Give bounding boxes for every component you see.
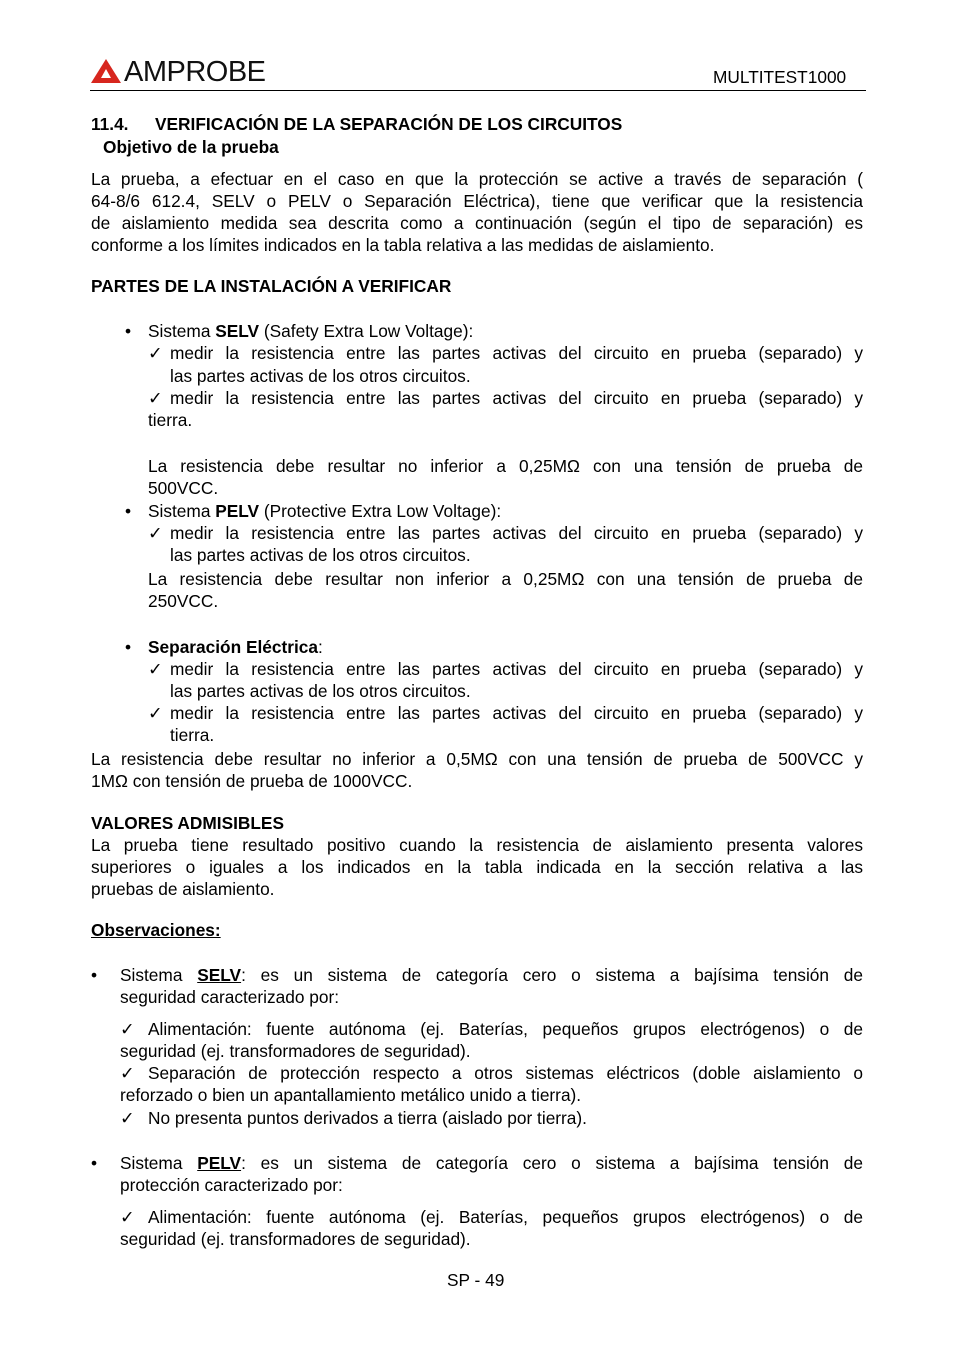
obs-selv-item-line: reforzado o bien un apantallamiento metálico unido a tierra).: [120, 1085, 582, 1105]
intro-line: 64-8/6 612.4, SELV o PELV o Separación Eléctrica), tiene que verificar que la resistencia: [91, 191, 863, 211]
values-line: pruebas de aislamiento.: [91, 879, 275, 899]
brand-logo-text: AMPROBE: [124, 56, 266, 88]
check-icon: ✓: [148, 659, 163, 679]
obs-selv-item-line: Separación de protección respecto a otros sistemas eléctricos (doble aislamiento o: [148, 1063, 863, 1083]
observations-heading: Observaciones:: [91, 920, 221, 940]
pelv-item: [148, 500, 501, 522]
intro-line: conforme a los límites indicados en la tabla relativa a las medidas de aislamiento.: [91, 235, 715, 255]
model-name: MULTITEST1000: [713, 67, 847, 87]
check-icon: ✓: [148, 343, 163, 363]
selv-item: [148, 320, 473, 342]
separation-check-line: medir la resistencia entre las partes activas del circuito en prueba (separado) y: [170, 659, 863, 679]
obs-selv-term: SELV: [197, 965, 242, 985]
separation-check-line: las partes activas de los otros circuitos.: [170, 681, 471, 701]
section-number: 11.4.: [91, 114, 129, 134]
obs-pelv-item-line: seguridad (ej. transformadores de seguridad).: [120, 1229, 471, 1249]
pelv-prefix: Sistema: [148, 501, 216, 521]
separation-note-line: 1MΩ con tensión de prueba de 1000VCC.: [91, 771, 413, 791]
separation-term: Separación Eléctrica: [148, 637, 319, 657]
selv-term: SELV: [215, 321, 260, 341]
section-title: VERIFICACIÓN DE LA SEPARACIÓN DE LOS CIRCUITOS: [155, 114, 623, 134]
selv-suffix: (Safety Extra Low Voltage):: [259, 321, 474, 341]
check-icon: ✓: [120, 1063, 135, 1083]
values-line: superiores o iguales a los indicados en la tabla indicada en la sección relativa a las: [91, 857, 863, 877]
separation-suffix: :: [318, 637, 323, 657]
parts-heading: PARTES DE LA INSTALACIÓN A VERIFICAR: [91, 276, 452, 296]
obs-pelv-line2: protección caracterizado por:: [120, 1175, 343, 1195]
selv-prefix: Sistema: [148, 321, 216, 341]
check-icon: ✓: [120, 1019, 135, 1039]
pelv-term: PELV: [215, 501, 260, 521]
check-icon: ✓: [148, 388, 163, 408]
obs-selv-item-line: Alimentación: fuente autónoma (ej. Baterías, pequeños grupos electrógenos) o de: [148, 1019, 863, 1039]
header-divider: [90, 90, 866, 91]
obs-pelv-item-line: Alimentación: fuente autónoma (ej. Baterías, pequeños grupos electrógenos) o de: [148, 1207, 863, 1227]
bullet-icon: •: [125, 637, 132, 657]
obs-selv-prefix: Sistema: [120, 965, 198, 985]
obs-selv-item-line: seguridad (ej. transformadores de seguridad).: [120, 1041, 471, 1061]
pelv-note-line: La resistencia debe resultar non inferior a 0,25MΩ con una tensión de prueba de: [148, 569, 863, 589]
obs-selv-line: [120, 964, 863, 986]
bullet-icon: •: [125, 321, 132, 341]
bullet-icon: •: [91, 965, 98, 985]
selv-check-line: medir la resistencia entre las partes activas del circuito en prueba (separado) y: [170, 343, 863, 363]
obs-pelv-line: [120, 1152, 863, 1174]
amprobe-logo-icon: [90, 58, 122, 84]
check-icon: ✓: [148, 523, 163, 543]
pelv-suffix: (Protective Extra Low Voltage):: [259, 501, 502, 521]
separation-check-line: medir la resistencia entre las partes activas del circuito en prueba (separado) y: [170, 703, 863, 723]
selv-check-line: medir la resistencia entre las partes activas del circuito en prueba (separado) y: [170, 388, 863, 408]
obs-pelv-term: PELV: [197, 1153, 242, 1173]
pelv-check-line: medir la resistencia entre las partes activas del circuito en prueba (separado) y: [170, 523, 863, 543]
intro-line: La prueba, a efectuar en el caso en que la protección se active a través de separación (: [91, 169, 863, 189]
obs-pelv-prefix: Sistema: [120, 1153, 198, 1173]
selv-note-line: 500VCC.: [148, 478, 219, 498]
selv-note-line: La resistencia debe resultar no inferior a 0,25MΩ con una tensión de prueba de: [148, 456, 863, 476]
obs-selv-line2: seguridad caracterizado por:: [120, 987, 340, 1007]
selv-check-line: las partes activas de los otros circuitos.: [170, 366, 471, 386]
bullet-icon: •: [125, 501, 132, 521]
check-icon: ✓: [120, 1108, 135, 1128]
separation-check-line: tierra.: [170, 725, 215, 745]
obs-pelv-rest: : es un sistema de categoría cero o sistema a bajísima tensión de: [241, 1153, 863, 1173]
values-heading: VALORES ADMISIBLES: [91, 813, 284, 833]
check-icon: ✓: [120, 1207, 135, 1227]
obs-selv-item-line: No presenta puntos derivados a tierra (aislado por tierra).: [148, 1108, 587, 1128]
values-line: La prueba tiene resultado positivo cuando la resistencia de aislamiento presenta valores: [91, 835, 863, 855]
objective-heading: Objetivo de la prueba: [103, 137, 279, 157]
separation-note-line: La resistencia debe resultar no inferior a 0,5MΩ con una tensión de prueba de 500VCC y: [91, 749, 863, 769]
page-number: SP - 49: [447, 1270, 505, 1290]
intro-line: de aislamiento medida sea descrita como a continuación (según el tipo de separación) es: [91, 213, 863, 233]
separation-item: [148, 636, 323, 658]
pelv-note-line: 250VCC.: [148, 591, 219, 611]
bullet-icon: •: [91, 1153, 98, 1173]
selv-check-line: tierra.: [148, 410, 193, 430]
obs-selv-rest: : es un sistema de categoría cero o sistema a bajísima tensión de: [241, 965, 863, 985]
pelv-check-line: las partes activas de los otros circuitos.: [170, 545, 471, 565]
check-icon: ✓: [148, 703, 163, 723]
